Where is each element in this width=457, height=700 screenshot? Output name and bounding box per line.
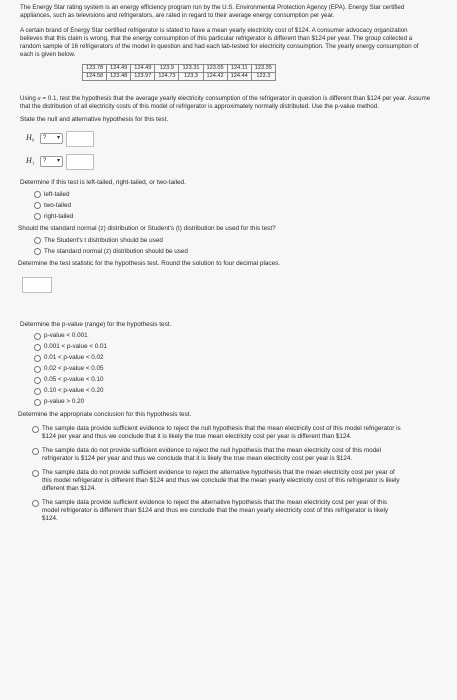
- question-test-statistic: Determine the test statistic for the hypothesis test. Round the solution to four decimal places.: [18, 260, 281, 268]
- pvalue-option[interactable]: [34, 387, 431, 396]
- pvalue-option[interactable]: [34, 398, 431, 407]
- null-hypothesis-row: [26, 130, 431, 147]
- conclusion-option[interactable]: [32, 469, 431, 493]
- option-label: p-value < 0.001: [44, 332, 88, 340]
- h0-operator-select[interactable]: [40, 133, 63, 144]
- option-label: right-tailed: [44, 212, 74, 220]
- chevron-down-icon: ▾: [56, 157, 60, 164]
- table-cell: 123.05: [203, 64, 227, 72]
- h1-operator-select[interactable]: [40, 156, 63, 167]
- question-pvalue: Determine the p-value (range) for the hypothesis test.: [20, 320, 172, 328]
- h1-select-value: ?: [43, 157, 47, 164]
- task-paragraph: [20, 95, 431, 111]
- radio-button[interactable]: [34, 399, 41, 406]
- table-cell: 123.48: [107, 72, 131, 80]
- option-label: 0.10 < p-value < 0.20: [44, 387, 104, 395]
- question-hypotheses: State the null and alternative hypothesis for this test.: [20, 115, 169, 123]
- tail-option-two[interactable]: [34, 201, 431, 210]
- option-label: The standard normal (z) distribution should be used: [44, 247, 188, 255]
- conclusion-option[interactable]: [32, 425, 431, 441]
- table-cell: 124.11: [227, 64, 251, 72]
- question-distribution: Should the standard normal (z) distribution or Student's (t) distribution be used for this test?: [18, 225, 276, 233]
- pvalue-option[interactable]: [34, 354, 431, 363]
- conclusion-option[interactable]: [32, 499, 431, 523]
- radio-button[interactable]: [34, 333, 41, 340]
- conclusion-option[interactable]: [32, 447, 431, 463]
- table-cell: 123.3: [179, 72, 203, 80]
- h0-value-input[interactable]: [66, 131, 94, 147]
- alpha-symbol: α: [37, 94, 41, 102]
- table-cell: 123.9: [155, 64, 179, 72]
- task-rest: , test the hypothesis that the average yearly electricity consumption of the refrigerator in question is different than $124 per year. Assume that the distribution of all electricity costs of this model of refrigerator is approximately normally distributed. Use the p-value method.: [20, 94, 431, 110]
- radio-button[interactable]: [32, 500, 39, 507]
- option-label: The sample data provide sufficient evidence to reject the null hypothesis that the mean electricity cost of this model refrigerator is $124 per year and thus we conclude that it is likely the true mean electricity cost per year is different than $124.: [42, 424, 401, 440]
- table-row: [83, 72, 276, 80]
- question-tail: Determine if this test is left-tailed, right-tailed, or two-tailed.: [20, 179, 186, 186]
- table-cell: 123.3: [251, 72, 275, 80]
- tail-option-right[interactable]: [34, 212, 431, 221]
- radio-button[interactable]: [34, 355, 41, 362]
- option-label: two-tailed: [44, 201, 71, 209]
- radio-button[interactable]: [32, 426, 39, 433]
- chevron-down-icon: ▾: [56, 134, 60, 141]
- table-cell: 123.97: [131, 72, 155, 80]
- test-statistic-input[interactable]: [22, 277, 52, 293]
- scenario-paragraph: A certain brand of Energy Star certified refrigerator is stated to have a mean yearly electricity cost of $124. A consumer advocacy organization believes that this claim is wrong, that the energy consumption of this particular refrigerator is different than $124 per year. The group collected a random sample of 16 refrigerators of the model in question and had each lab-tested for electricity consumption. The yearly energy consumption of each is given below.: [20, 26, 419, 58]
- h0-symbol: H₀: [26, 133, 35, 143]
- table-cell: 124.49: [131, 64, 155, 72]
- option-label: 0.05 < p-value < 0.10: [44, 376, 104, 384]
- option-label: 0.001 < p-value < 0.01: [44, 343, 108, 351]
- radio-button[interactable]: [34, 191, 41, 198]
- option-label: p-value > 0.20: [44, 398, 85, 406]
- h1-value-input[interactable]: [66, 154, 94, 170]
- radio-button[interactable]: [34, 237, 41, 244]
- table-cell: 124.58: [83, 72, 107, 80]
- option-label: left-tailed: [44, 190, 70, 198]
- table-cell: 123.31: [179, 64, 203, 72]
- alt-hypothesis-row: [26, 153, 431, 170]
- radio-button[interactable]: [34, 248, 41, 255]
- data-table: [82, 64, 276, 81]
- table-row: [83, 64, 276, 72]
- table-cell: 124.49: [107, 64, 131, 72]
- table-cell: 124.73: [155, 72, 179, 80]
- option-label: The Student's t distribution should be used: [44, 236, 163, 244]
- h0-select-value: ?: [43, 134, 47, 141]
- radio-button[interactable]: [34, 366, 41, 373]
- option-label: The sample data do not provide sufficient evidence to reject the alternative hypothesis that the mean electricity cost per year of this model refrigerator is different than $124 and thus we conclude that the mean yearly electricity cost of this refrigerator is likely different than $124.: [42, 469, 400, 493]
- h1-symbol: H₁: [26, 156, 35, 166]
- distribution-option-z[interactable]: [34, 247, 431, 256]
- radio-button[interactable]: [34, 344, 41, 351]
- radio-button[interactable]: [32, 470, 39, 477]
- option-label: 0.01 < p-value < 0.02: [44, 354, 104, 362]
- alpha-value: = 0.1: [40, 94, 57, 102]
- tail-option-left[interactable]: [34, 190, 431, 199]
- pvalue-option[interactable]: [34, 343, 431, 352]
- table-cell: 124.44: [227, 72, 251, 80]
- table-cell: 123.35: [251, 64, 275, 72]
- intro-paragraph: The Energy Star rating system is an energy efficiency program run by the U.S. Environmental Protection Agency (EPA). Energy Star certified appliances, such as televisions and refrigerators, are rated in regard to their average energy consumption per year.: [20, 4, 405, 19]
- pvalue-option[interactable]: [34, 365, 431, 374]
- radio-button[interactable]: [34, 388, 41, 395]
- radio-button[interactable]: [34, 377, 41, 384]
- radio-button[interactable]: [32, 448, 39, 455]
- radio-button[interactable]: [34, 213, 41, 220]
- pvalue-option[interactable]: [34, 332, 431, 341]
- option-label: The sample data do not provide sufficient evidence to reject the null hypothesis that the mean electricity cost of this model refrigerator is $124 per year and thus we conclude that it is likely the true mean electricity cost per year is $124.: [42, 447, 382, 463]
- radio-button[interactable]: [34, 202, 41, 209]
- pvalue-option[interactable]: [34, 376, 431, 385]
- distribution-option-t[interactable]: [34, 236, 431, 245]
- option-label: The sample data provide sufficient evidence to reject the alternative hypothesis that the mean electricity cost per year of this model refrigerator is different than $124 and thus we conclude that the mean yearly electricity cost of this refrigerator is likely $124.: [42, 499, 389, 523]
- table-cell: 124.42: [203, 72, 227, 80]
- task-using: Using: [20, 94, 38, 102]
- question-conclusion: Determine the appropriate conclusion for this hypothesis test.: [18, 410, 192, 418]
- option-label: 0.02 < p-value < 0.05: [44, 365, 104, 373]
- table-cell: 123.78: [83, 64, 107, 72]
